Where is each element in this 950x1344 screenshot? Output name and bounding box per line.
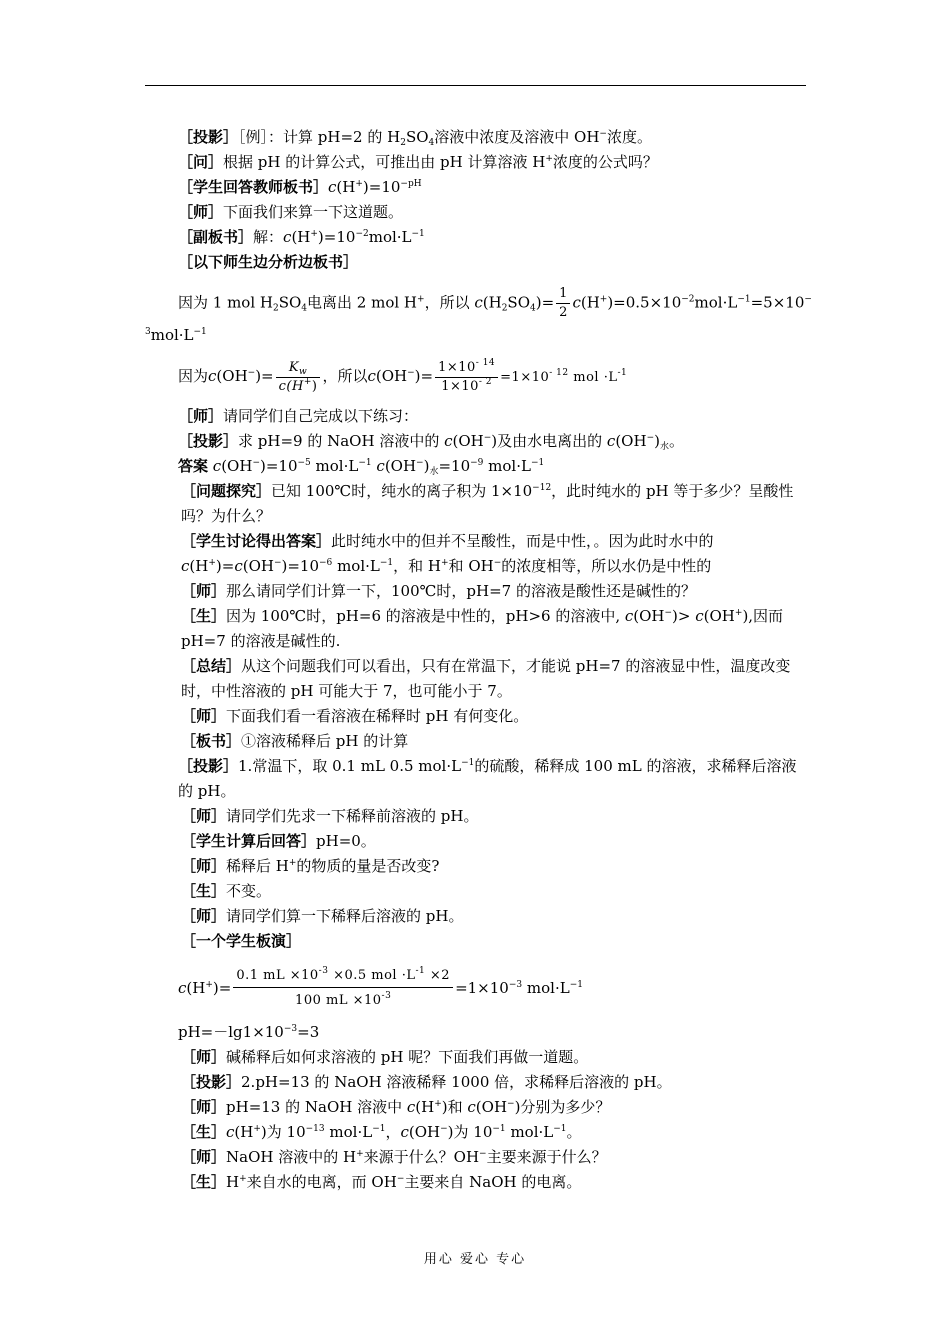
line-analysis-board: ［以下师生边分析边板书］ (178, 253, 359, 271)
line-h2so4-calc-cont: $^3mol\cdot L^{-1}$ (145, 326, 207, 344)
line-teacher-10: ［师］NaOH 溶液中的 H+来源于什么？OH−主要来源于什么？ (181, 1148, 607, 1166)
line-student-2: ［生］不变。 (181, 882, 272, 900)
line-teacher-3: ［师］那么请同学们计算一下，100℃时，pH=7 的溶液是酸性还是碱性的？ (181, 582, 696, 600)
line-teacher-1: ［师］下面我们来算一下这道题。 (178, 203, 404, 221)
line-student-answer: ［学生回答教师板书$]c(H^+)=10^{-pH}$ (178, 178, 422, 196)
line-teacher-9: ［师］pH=13 的 NaOH 溶液中 c(H+)和 c(OH−)分别为多少？ (181, 1098, 611, 1116)
line-h2so4-calc: 因为 1 mol $H_2SO_4$电离出 2 mol H+，所以 $c(H_2SO_4)=$ $\frac{1}{2}$ $c(H^+)=0.5\times 10^{-2}mol\cdot L^{-1}=5\times 10^-$ (178, 286, 812, 320)
para-projection-1: ［投影］1.常温下，取 0.1 mL 0.5 $mol\cdot L^{-1}$的硫酸，稀释成 100 mL 的溶液，求稀释后溶液的 pH。 (178, 757, 797, 800)
document-body (145, 125, 812, 1195)
line-teacher-2: ［师］请同学们自己完成以下练习： (178, 407, 419, 425)
line-student-3: ［生］c(H+)为 $10^{-13}$ $mol\cdot L^{-1}$，c(OH−)为 $10^{-1}$ $mol\cdot L^{-1}$。 (181, 1123, 582, 1141)
tag-question: ［问］ (178, 153, 224, 171)
line-question: ［问］根据 pH 的计算公式，可推出由 pH 计算溶液 H+浓度的公式吗？ (178, 153, 658, 171)
line-oh-calc: 因为c(OH−)= $\frac{K_w}{c(H^+)}$ ，所以c(OH−)= $\frac{1\times 10^{- 14}}{1\times 10^{- 2}}$ $=1\times 10^{- 12}$ mol $\cdot L^{-1}$ (178, 357, 628, 394)
line-student-4: ［生］H+来自水的电离，而 OH−主要来自 NaOH 的电离。 (181, 1173, 582, 1191)
line-board: ［板书］①溶液稀释后 pH 的计算 (181, 732, 409, 750)
line-dilution-formula: c(H+)= $\frac{0.1 mL \times 10^{-3} \times 0.5 mol \cdot L^{-1} \times 2}{100 mL \times 10^{-3}}$ $=1\times 10^{-3}$ $mol\cdot L^{-1}$ (145, 960, 806, 1016)
line-teacher-5: ［师］请同学们先求一下稀释前溶液的 pH。 (181, 807, 479, 825)
para-student-1: ［生］因为 100℃时，pH=6 的溶液是中性的，pH>6 的溶液中, c(OH−)> c(OH+),因而 pH=7 的溶液是碱性的. (181, 607, 784, 650)
line-student-calc: ［学生计算后回答］pH=0。 (181, 832, 376, 850)
fraction-one-half: $\frac{1}{2}$ (556, 285, 570, 322)
line-teacher-8: ［师］碱稀释后如何求溶液的 pH 呢？下面我们再做一道题。 (181, 1048, 589, 1066)
header-rule (145, 85, 806, 86)
fraction-kw-over-h: $\frac{K_w}{c(H^+)}$ (276, 359, 321, 396)
line-teacher-4: ［师］下面我们看一看溶液在稀释时 pH 有何变化。 (181, 707, 529, 725)
line-ph-result: $pH=-\lg 1\times 10^{-3}=3$ (178, 1023, 320, 1041)
line-sub-board: ［副板书］解：$c(H^+)=10^{-2}mol\cdot L^{-1}$ (178, 228, 425, 246)
line-projection-2: ［投影］2.pH=13 的 NaOH 溶液稀释 1000 倍，求稀释后溶液的 pH。 (181, 1073, 672, 1091)
tag-projection: ［投影］ (178, 128, 239, 146)
line-projection-example: ［投影］［例］：计算 pH=2 的 $H_2SO_4$溶液中浓度及溶液中 OH−浓度。 (178, 128, 652, 148)
para-inquiry: ［问题探究］已知 100℃时，纯水的离子积为 $1\times 10^{-12}$，此时纯水的 pH 等于多少？呈酸性吗？为什么？ (181, 482, 794, 525)
para-summary: ［总结］从这个问题我们可以看出，只有在常温下，才能说 pH=7 的溶液显中性，温度改变时，中性溶液的 pH 可能大于 7，也可能小于 7。 (181, 657, 791, 700)
para-discussion: ［学生讨论得出答案］此时纯水中的但并不呈酸性，而是中性，。因为此时水中的 $c(H^+)=c(OH^-)=10^{-6}$ $mol\cdot L^{-1}$，和 H+和 OH−的浓度相等，所以水仍是中性的 (181, 532, 714, 575)
fraction-dilution: $\frac{0.1 mL \times 10^{-3} \times 0.5 mol \cdot L^{-1} \times 2}{100 mL \times 10^{-3}}$ (233, 965, 453, 1014)
page-footer: 用心 爱心 专心 (423, 1252, 527, 1267)
line-demo: ［一个学生板演］ (181, 932, 302, 950)
line-answer: 答案 $c(OH^-)=10^{-5}$ $mol\cdot L^{-1}$ $c(OH^-)_水=10^{-9}$ $mol\cdot L^{-1}$ (178, 457, 545, 477)
fraction-oh-value: $\frac{1\times 10^{- 14}}{1\times 10^{- 2}}$ (435, 359, 498, 396)
line-teacher-7: ［师］请同学们算一下稀释后溶液的 pH。 (181, 907, 464, 925)
line-teacher-6: ［师］稀释后 H+的物质的量是否改变? (181, 857, 440, 875)
line-projection-exercise: ［投影］求 pH=9 的 NaOH 溶液中的 c(OH−)及由水电离出的 $c(OH^-)_水$。 (178, 432, 684, 452)
